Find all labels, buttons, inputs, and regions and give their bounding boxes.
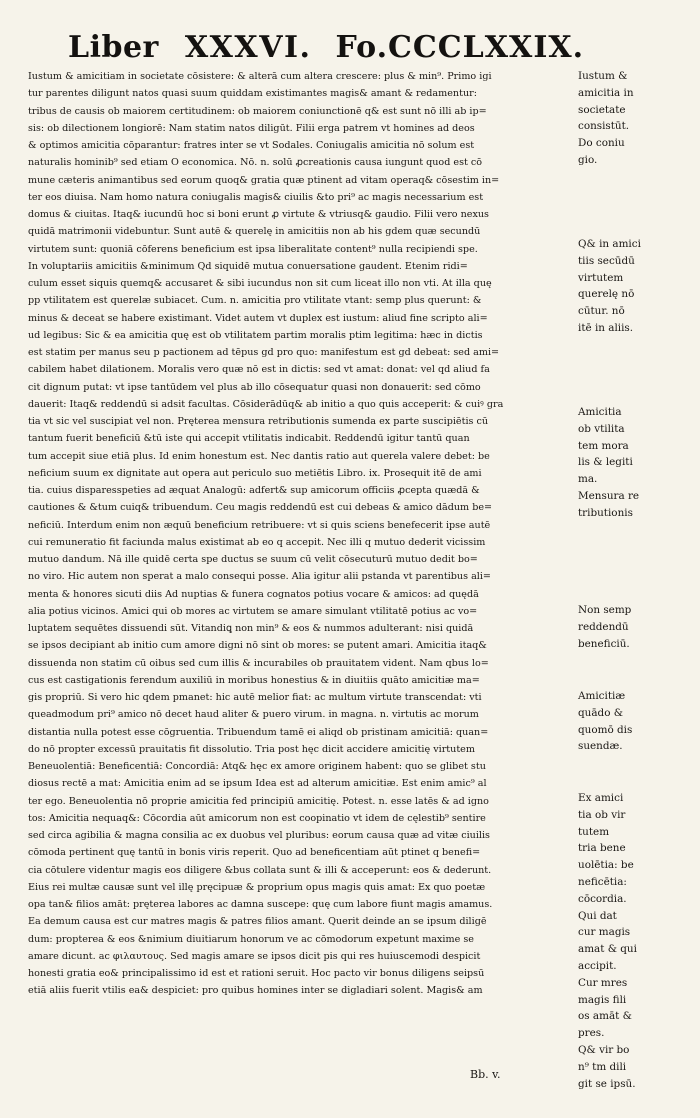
text-line: tur parentes diligunt natos quasi suum quiddam existimantes magis& amant & redamentur:: [28, 88, 477, 100]
margin-note-line: Q& in amici: [578, 238, 641, 250]
text-line: etiā aliis fuerit vtilis ea& despiciet: pro quibus homines inter se digladiari solent. Magis& am: [28, 985, 483, 997]
margin-note-line: n⁹ tm dili: [578, 1060, 627, 1073]
margin-note-line: Mensura re: [578, 489, 640, 502]
header-liber: Liber: [68, 30, 159, 65]
text-line: cus est castigationis ferendum auxiliū in moribus honestius & in diuitiis quāto amicitiæ ma=: [28, 674, 480, 686]
text-line: tum accepit siue etiā plus. Id enim honestum est. Nec dantis ratio aut querela valere debet: be: [28, 450, 490, 462]
text-line: quidā matrimonii videbuntur. Sunt autē & querelę in amicitiis non ab his gdem quæ secundū: [28, 226, 481, 238]
margin-note-line: suendæ.: [578, 740, 623, 753]
text-line: tribus de causis ob maiorem certitudinem: ob maiorem coniunctionē q& est sunt nō illi ab ip=: [28, 105, 487, 117]
margin-note-line: Ex amici: [578, 792, 624, 804]
text-line: dum: propterea & eos &nimium diuitiarum honorum ve ac cōmodorum expetunt maxime se: [28, 933, 474, 945]
margin-note-line: tria bene: [578, 842, 626, 855]
margin-note-line: pres.: [578, 1027, 605, 1040]
text-line: menta & honores sicuti diis Ad nuptias & funera cognatos potius vocare & amicos: ad quędā: [28, 588, 479, 600]
margin-note-line: Cur mres: [578, 976, 628, 989]
margin-note-line: querelę nō: [578, 288, 635, 301]
margin-note-line: Amicitia: [578, 406, 622, 418]
text-line: mune cæteris animantibus sed eorum quoq& gratia quæ ptinent ad vitam operaq& cōsestim in=: [28, 174, 500, 186]
text-line: distantia nulla potest esse cōgruentia. Tribuendum tamē ei aliqd ob pristinam amicitiā: quan=: [28, 726, 489, 738]
margin-note-line: cūtur. nō: [578, 305, 625, 318]
text-line: gis propriū. Si vero hic qdem pmanet: hic autē melior fiat: ac multum virtute transcendat: vti: [28, 692, 482, 703]
margin-note: [578, 236, 690, 337]
text-line: do nō propter excessū prauitatis fit dissolutio. Tria post hęc dicit accidere amicitię virtutem: [28, 743, 475, 755]
margin-note-line: ob vtilita: [578, 422, 625, 435]
margin-note-line: Iustum &: [578, 70, 628, 82]
text-line: honesti gratia eo& principalissimo id est et rationi seruit. Hoc pacto vir bonus diligens seipsū: [28, 968, 485, 979]
text-line: naturalis hominib⁹ sed etiam O economica. Nō. n. solū ꝓcreationis causa iungunt quod est cō: [28, 157, 483, 169]
text-line: se ipsos decipiant ab initio cum amore digni nō sint ob mores: se putent amari. Amicitia itaq&: [28, 640, 487, 652]
signature-mark: Bb. v.: [470, 1068, 501, 1081]
text-line: luptatem sequētes dissuendi sūt. Vitandiꝗ non min⁹ & eos & nummos adulterant: nisi quidā: [28, 623, 474, 634]
margin-note-line: magis fili: [578, 993, 627, 1006]
text-line: neficiū. Interdum enim non æquū beneficium retribuere: vt si quis sciens benefecerit ipse autē: [28, 519, 491, 531]
text-line: Iustum & amicitiam in societate cōsistere: & alterā cum altera crescere: plus & min⁹. Primo igi: [28, 71, 492, 82]
margin-note-line: Do coniu: [578, 137, 625, 150]
margin-note: [578, 790, 690, 1092]
text-line: Eius rei multæ causæ sunt vel illę pręcipuæ & proprium opus magis quis amat: Ex quo poetæ: [28, 881, 486, 893]
header-book-number: XXXVI.: [184, 30, 312, 65]
margin-note-line: societate: [578, 103, 626, 116]
margin-note-line: Amicitiæ: [578, 690, 626, 702]
margin-note-line: quomō dis: [578, 723, 633, 736]
text-line: opa tan& filios amāt: pręterea labores ac damna suscepe: quę cum labore fiunt magis amamus.: [28, 899, 493, 910]
margin-note-line: Non semp: [578, 604, 632, 616]
margin-note-line: Qui dat: [578, 909, 617, 922]
text-line: In voluptariis amicitiis &minimum Qd siquidē mutua conuersatione gaudent. Etenim ridi=: [28, 260, 468, 272]
margin-note: [578, 404, 690, 522]
margin-note-line: ma.: [578, 473, 598, 486]
text-line: virtutem sunt: quoniā cōferens beneficium est ipsa liberalitate content⁹ nulla recipiendi spe.: [28, 243, 478, 255]
text-line: sed circa agibilia & magna consilia ac ex duobus vel pluribus: eorum causa quæ ad vitæ ciuilis: [28, 830, 490, 841]
text-line: cia cōtulere videntur magis eos diligere &bus collata sunt & illi & acceperunt: eos & dederunt.: [28, 864, 492, 876]
text-line: queadmodum pri⁹ amico nō decet haud aliter & puero virum. in magna. n. virtutis ac morum: [28, 709, 479, 721]
margin-note-line: os amāt &: [578, 1010, 632, 1023]
margin-note-line: tem mora: [578, 439, 629, 452]
margin-note: [578, 688, 690, 755]
text-line: tos: Amicitia nequaq&: Cōcordia aūt amicorum non est coopinatio vt idem de cęlestib⁹ sentire: [28, 812, 486, 824]
text-line: tia. cuius disparesspeties ad æquat Analogū: adfert& sup amicorum officiis ꝓcepta quædā &: [28, 485, 480, 496]
text-line: pp vtilitatem est querelæ subiacet. Cum. n. amicitia pro vtilitate vtant: semp plus querunt: &: [28, 295, 482, 307]
text-line: alia potius vicinos. Amici qui ob mores ac virtutem se amare simulant vtilitatē potius ac vo=: [28, 605, 478, 617]
text-line: est statim per manus seu p pactionem ad tēpus gd pro quo: manifestum est gd debeat: sed ami=: [28, 347, 500, 358]
text-line: cit dignum putat: vt ipse tantūdem vel plus ab illo cōsequatur quasi non donauerit: sed cōmo: [28, 381, 481, 393]
margin-note-line: cur magis: [578, 926, 631, 939]
text-line: tia vt sic vel suscipiat vel non. Pręterea mensura retributionis sumenda ex parte suscipiētis cū: [28, 416, 489, 427]
margin-note-line: beneficiū.: [578, 637, 630, 650]
text-line: culum esset siquis quemq& accusaret & sibi iucundus non sit cum liceat illo non vti. At illa quę: [28, 278, 492, 289]
margin-note: [578, 602, 690, 652]
text-line: cui remuneratio fit faciunda malus existimat ab eo q accepit. Nec illi q mutuo dederit vicissim: [28, 536, 486, 548]
text-line: cautiones & &tum cuiq& tribuendum. Ceu magis reddendū est cui debeas & amico dādum be=: [28, 502, 493, 514]
text-line: ter eos diuisa. Nam homo natura coniugalis magis& ciuilis &to pri⁹ ac magis necessarium est: [28, 191, 484, 203]
margin-note-line: tiis secūdū: [578, 254, 635, 267]
text-line: ud legibus: Sic & ea amicitia quę est ob vtilitatem partim moralis ptim legitima: hæc in dictis: [28, 329, 483, 341]
margin-note-line: itē in aliis.: [578, 321, 634, 334]
text-line: Beneuolentiā: Beneficentiā: Concordiā: Atq& hęc ex amore originem habent: quo se glibet stu: [28, 761, 486, 772]
text-line: amare dicunt. ac φιλαυτους. Sed magis amare se ipsos dicit pis qui res huiuscemodi despicit: [28, 950, 481, 962]
margin-note-line: gio.: [578, 153, 598, 166]
text-line: dauerit: Itaq& reddendū si adsit facultas. Cōsiderādūq& ab initio a quo quis acceperit: & cuiꝰ gra: [28, 398, 504, 410]
text-line: cabilem habet dilationem. Moralis vero quæ nō est in dictis: sed vt amat: donat: vel qd aliud fa: [28, 364, 490, 376]
margin-note-line: reddendū: [578, 620, 629, 633]
text-line: mutuo dandum. Nā ille quidē certa spe ductus se suum cū velit cōsecuturū mutuo dedit bo=: [28, 554, 478, 565]
margin-note-line: Q& vir bo: [578, 1043, 630, 1056]
margin-note-line: amicitia in: [578, 86, 634, 99]
margin-note-line: accipit.: [578, 959, 617, 972]
text-line: ter ego. Beneuolentia nō proprie amicitia fed principiū amicitię. Potest. n. esse latēs & ad igno: [28, 795, 489, 807]
text-line: dissuenda non statim cū oibus sed cum illis & incurabiles ob prauitatem vident. Nam qbus lo=: [28, 657, 489, 669]
margin-note-line: amat & qui: [578, 943, 637, 956]
margin-note-line: consistūt.: [578, 120, 630, 133]
margin-note-line: quādo &: [578, 706, 623, 719]
header-folio: Fo.CCCLXXIX.: [335, 30, 585, 65]
margin-note-line: neficētia:: [578, 875, 627, 888]
margin-note-line: tributionis: [578, 506, 633, 519]
text-line: & optimos amicitia cōparantur: fratres inter se vt Sodales. Coniugalis amicitia nō solum est: [28, 140, 475, 151]
text-line: cōmoda pertinent quę tantū in bonis viris reperit. Quo ad beneficentiam aūt ptinet q benefi=: [28, 847, 481, 859]
text-line: diosus rectē a mat: Amicitia enim ad se ipsum Idea est ad alterum amicitiæ. Est enim amic⁹ al: [28, 778, 487, 790]
margin-note-line: cōcordia.: [578, 892, 627, 905]
text-line: sis: ob dilectionem longiorē: Nam statim natos diligūt. Filii erga patrem vt homines ad deos: [28, 122, 475, 134]
margin-note-line: lis & legiti: [578, 456, 633, 469]
margin-note-line: tutem: [578, 825, 610, 838]
main-text-column: [28, 68, 568, 1000]
text-line: tantum fuerit beneficiū &tū iste qui accepit vtilitatis indicabit. Reddendū igitur tantū quan: [28, 433, 470, 445]
margin-note-line: tia ob vir: [578, 808, 626, 821]
margin-note: [578, 68, 690, 169]
text-line: minus & deceat se habere existimant. Videt autem vt duplex est iustum: aliud fine scripto ali=: [28, 312, 488, 324]
text-line: neficium suum ex dignitate aut opera aut periculo suo metiētis Libro. ix. Prosequit itē de ami: [28, 467, 482, 479]
text-line: domus & ciuitas. Itaq& iucundū hoc si boni erunt ꝓ virtute & vtriusq& gaudio. Filii vero nexus: [28, 209, 489, 220]
text-line: Ea demum causa est cur matres magis & patres filios amant. Querit deinde an se ipsum diligē: [28, 916, 487, 928]
running-header: [68, 30, 638, 70]
margin-note-line: git se ipsū.: [578, 1077, 636, 1090]
margin-note-line: uolētia: be: [578, 859, 634, 872]
text-line: no viro. Hic autem non sperat a malo consequi posse. Alia igitur alii pstanda vt parentibus ali=: [28, 571, 491, 583]
margin-note-line: virtutem: [578, 271, 624, 284]
